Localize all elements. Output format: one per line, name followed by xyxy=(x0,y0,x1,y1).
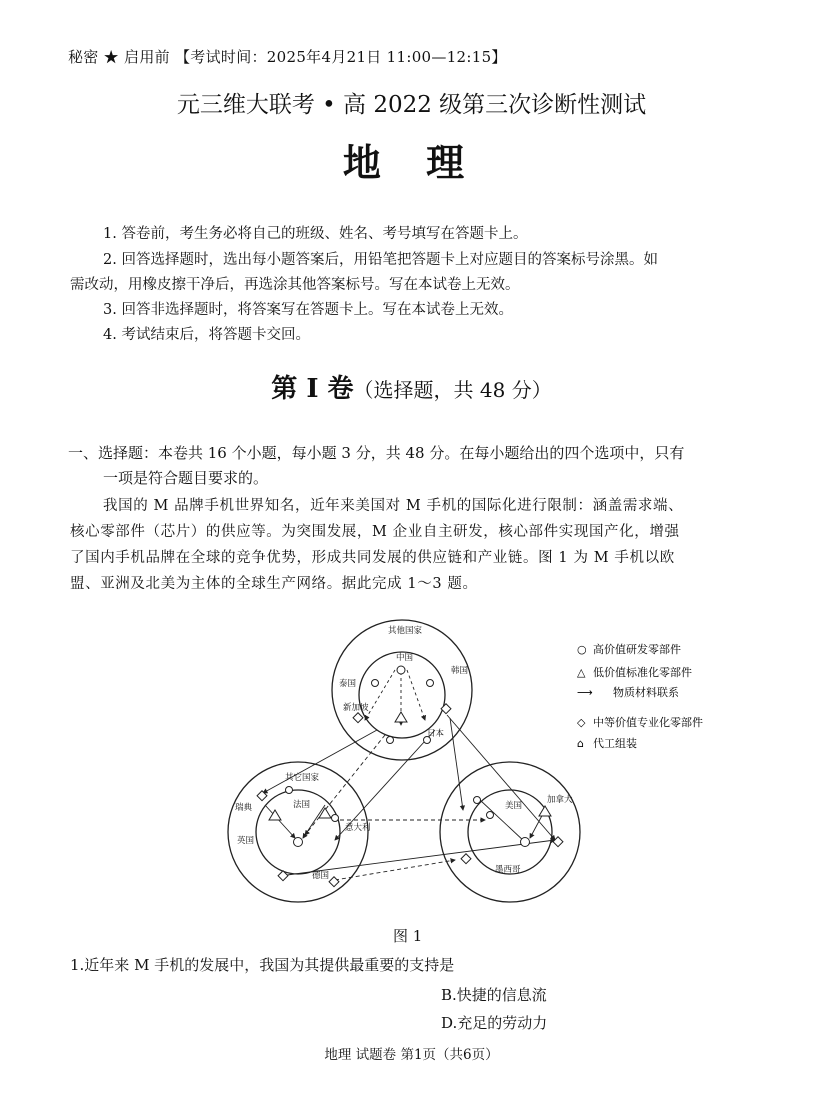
instructions-line: 一项是符合题目要求的。 xyxy=(103,469,269,487)
question-1-stem: 1.近年来 M 手机的发展中，我国为其提供最重要的支持是 xyxy=(70,956,455,974)
label-mexico: 墨西哥 xyxy=(495,865,521,875)
legend-symbol-low-value: △ xyxy=(577,666,586,679)
label-thailand: 泰国 xyxy=(339,679,357,689)
exam-title: 元三维大联考 • 高 2022 级第三次诊断性测试 xyxy=(176,92,647,118)
legend-symbol-oem-assembly: ⌂ xyxy=(577,737,584,750)
label-singapore: 新加坡 xyxy=(343,703,369,713)
label-usa: 美国 xyxy=(505,801,523,811)
question-1-option-d: D.充足的劳动力 xyxy=(441,1014,548,1032)
figure-legend xyxy=(577,642,703,750)
legend-text-material-link: 物质材料联系 xyxy=(613,686,679,699)
passage-line: 我国的 M 品牌手机世界知名，近年来美国对 M 手机的国际化进行限制：涵盖需求端、 xyxy=(103,498,684,514)
page-footer: 地理 试题卷 第1页（共6页） xyxy=(324,1047,499,1063)
label-uk: 英国 xyxy=(237,836,255,846)
notice-item: 需改动，用橡皮擦干净后，再选涂其他答案标号。写在本试卷上无效。 xyxy=(70,277,520,293)
instructions-line: 一、选择题：本卷共 16 个小题，每小题 3 分，共 48 分。在每小题给出的四个选项中，只有 xyxy=(68,444,685,462)
label-asia-other: 其他国家 xyxy=(388,626,423,636)
label-germany: 德国 xyxy=(312,871,330,881)
label-italy: 意大利 xyxy=(345,823,371,833)
notice-item: 2. 回答选择题时，选出每小题答案后，用铅笔把答题卡上对应题目的答案标号涂黑。如 xyxy=(103,252,658,268)
label-japan: 日本 xyxy=(427,729,445,739)
passage-line: 了国内手机品牌在全球的竞争优势，形成共同发展的供应链和产业链。图 1 为 M 手机以欧 xyxy=(70,550,675,566)
section-title-sub: （选择题，共 48 分） xyxy=(353,378,552,402)
confidential-header: 秘密 ★ 启用前 【考试时间：2025年4月21日 11:00—12:15】 xyxy=(68,48,507,66)
subject-title: 地 理 xyxy=(342,140,481,185)
notice-item: 1. 答卷前，考生务必将自己的班级、姓名、考号填写在答题卡上。 xyxy=(103,226,528,242)
label-europe-other: 其它国家 xyxy=(285,773,320,783)
section-title-main: 第 I 卷 xyxy=(271,374,354,404)
legend-symbol-medium-value: ◇ xyxy=(577,716,586,729)
asia-outer-circle xyxy=(332,620,472,760)
label-canada: 加拿大 xyxy=(547,795,573,805)
section-title xyxy=(0,368,823,405)
legend-text-low-value: 低价值标准化零部件 xyxy=(593,666,692,679)
figure-caption: 图 1 xyxy=(393,927,423,945)
production-network-diagram xyxy=(225,610,745,915)
label-korea: 韩国 xyxy=(451,666,469,676)
america-outer-circle xyxy=(440,762,580,902)
label-france: 法国 xyxy=(293,800,311,810)
legend-symbol-material-link: ⟶ xyxy=(577,686,593,699)
notice-item: 3. 回答非选择题时，将答案写在答题卡上。写在本试卷上无效。 xyxy=(103,302,513,318)
label-sweden: 瑞典 xyxy=(235,803,253,813)
passage-line: 核心零部件（芯片）的供应等。为突围发展，M 企业自主研发，核心部件实现国产化，增强 xyxy=(70,524,680,540)
question-1-option-b: B.快捷的信息流 xyxy=(441,986,547,1004)
legend-text-oem-assembly: 代工组装 xyxy=(593,737,637,750)
label-china: 中国 xyxy=(396,653,414,663)
notice-item: 4. 考试结束后，将答题卡交回。 xyxy=(103,327,310,343)
legend-text-high-value: 高价值研发零部件 xyxy=(593,643,681,656)
legend-text-medium-value: 中等价值专业化零部件 xyxy=(593,716,703,729)
legend-symbol-high-value: ○ xyxy=(577,643,587,656)
asia-inner-circle xyxy=(359,652,445,738)
passage-line: 盟、亚洲及北美为主体的全球生产网络。据此完成 1～3 题。 xyxy=(70,576,478,592)
